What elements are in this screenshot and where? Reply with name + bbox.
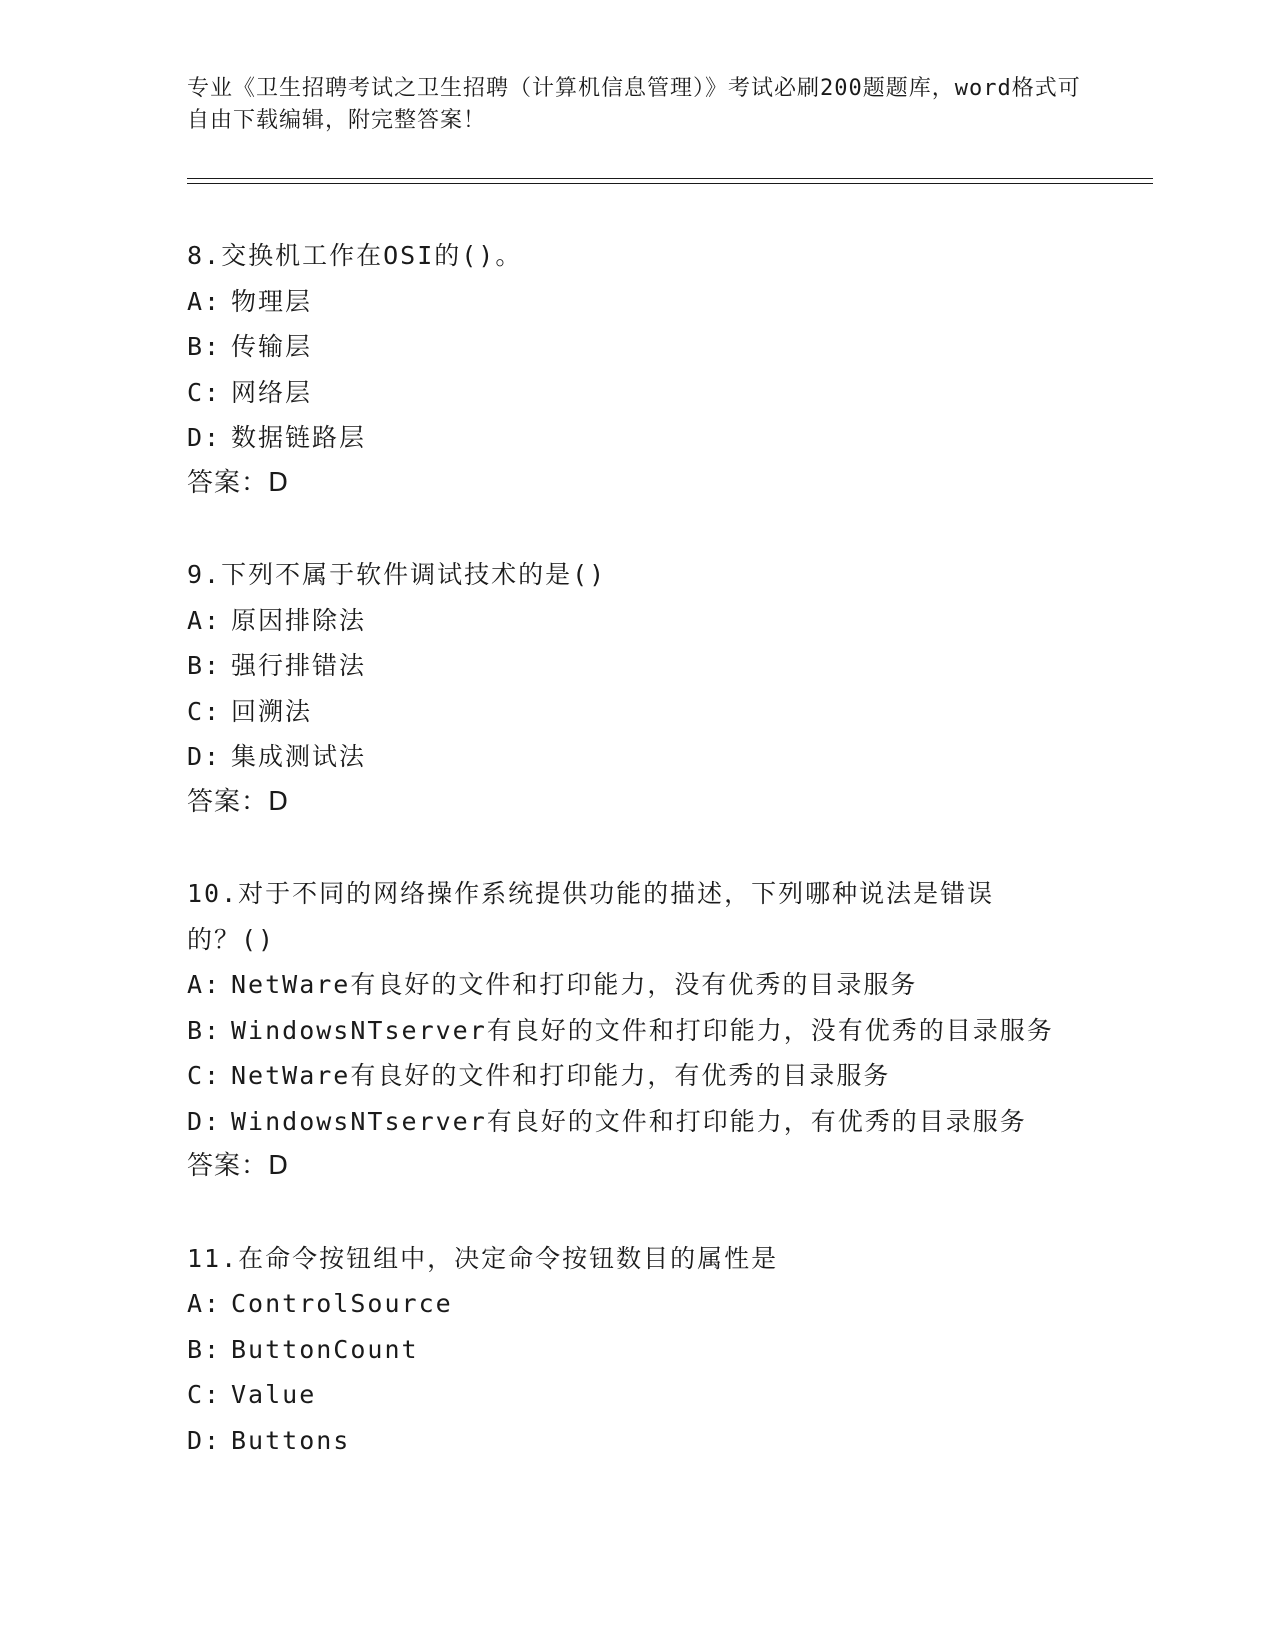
option-text: 数据链路层: [231, 423, 367, 452]
option-c: [187, 370, 1127, 416]
question-stem: 11.在命令按钮组中，决定命令按钮数目的属性是: [187, 1243, 779, 1273]
option-text: Buttons: [231, 1425, 351, 1455]
question-10: [187, 871, 1127, 1190]
option-text: WindowsNTserver有良好的文件和打印能力，没有优秀的目录服务: [231, 1015, 1054, 1045]
option-text: 强行排错法: [231, 651, 367, 680]
option-text: 集成测试法: [231, 742, 367, 771]
option-a: [187, 598, 1127, 644]
question-list: [187, 233, 1127, 1509]
option-c: [187, 1053, 1127, 1099]
question-11: [187, 1236, 1127, 1464]
option-c: [187, 1372, 1127, 1418]
header-divider-bottom: [187, 183, 1153, 184]
option-text: ButtonCount: [231, 1334, 419, 1364]
option-d: [187, 1418, 1127, 1464]
option-text: Value: [231, 1380, 317, 1409]
option-a: [187, 279, 1127, 325]
option-letter: B:: [187, 1015, 222, 1045]
question-stem: 8.交换机工作在OSI的()。: [187, 241, 523, 270]
answer-line: 答案：D: [187, 786, 290, 817]
option-d: [187, 415, 1127, 461]
option-letter: C:: [187, 696, 222, 726]
option-letter: B:: [187, 332, 222, 361]
option-b: [187, 1008, 1127, 1054]
option-letter: D:: [187, 1425, 222, 1455]
option-letter: D:: [187, 1106, 222, 1136]
question-9: [187, 552, 1127, 825]
option-text: WindowsNTserver有良好的文件和打印能力，有优秀的目录服务: [231, 1106, 1027, 1136]
option-b: [187, 324, 1127, 370]
option-text: 原因排除法: [231, 605, 367, 635]
option-letter: C:: [187, 1061, 222, 1090]
option-letter: C:: [187, 377, 222, 407]
option-a: [187, 1281, 1127, 1327]
option-b: [187, 1327, 1127, 1373]
option-letter: D:: [187, 742, 222, 771]
option-text: 网络层: [231, 377, 313, 407]
option-c: [187, 689, 1127, 735]
option-letter: D:: [187, 423, 222, 452]
question-stem: 9.下列不属于软件调试技术的是(): [187, 560, 607, 589]
option-d: [187, 1099, 1127, 1145]
option-text: NetWare有良好的文件和打印能力，没有优秀的目录服务: [231, 970, 918, 999]
document-intro: 专业《卫生招聘考试之卫生招聘（计算机信息管理）》考试必刷200题题库，word格式可自由下载编辑，附完整答案！: [187, 76, 1081, 133]
option-letter: A:: [187, 286, 222, 316]
header-divider-top: [187, 178, 1153, 179]
option-text: ControlSource: [231, 1289, 453, 1318]
option-b: [187, 643, 1127, 689]
option-text: 回溯法: [231, 696, 313, 726]
option-text: 传输层: [231, 332, 313, 361]
option-text: 物理层: [231, 286, 313, 316]
answer-line: 答案：D: [187, 1151, 290, 1181]
question-stem: 10.对于不同的网络操作系统提供功能的描述，下列哪种说法是错误的？(): [187, 879, 995, 954]
option-a: [187, 962, 1127, 1008]
option-letter: A:: [187, 605, 222, 635]
option-letter: B:: [187, 1334, 222, 1364]
option-d: [187, 734, 1127, 780]
option-text: NetWare有良好的文件和打印能力，有优秀的目录服务: [231, 1061, 891, 1090]
answer-line: 答案：D: [187, 467, 290, 498]
option-letter: B:: [187, 651, 222, 680]
option-letter: A:: [187, 970, 222, 999]
question-8: [187, 233, 1127, 506]
option-letter: A:: [187, 1289, 222, 1318]
option-letter: C:: [187, 1380, 222, 1409]
